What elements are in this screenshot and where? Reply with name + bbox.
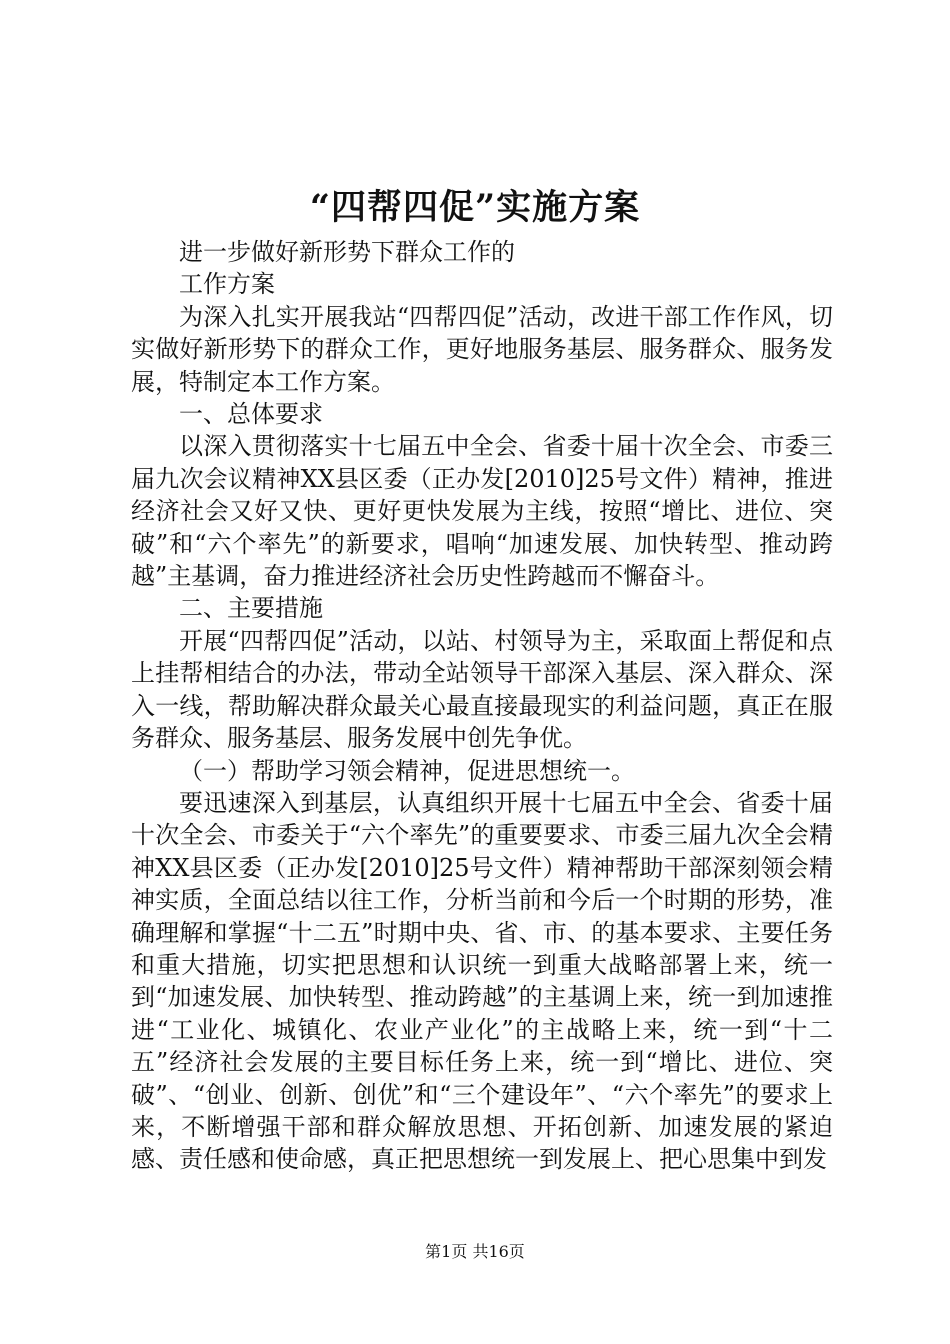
paragraph-intro: 为深入扎实开展我站“四帮四促”活动，改进干部工作作风，切实做好新形势下的群众工作，更好地服务基层、服务群众、服务发展，特制定本工作方案。 <box>131 302 833 396</box>
page-number-footer: 第1页 共16页 <box>425 1242 525 1261</box>
paragraph-subsection-1: 要迅速深入到基层，认真组织开展十七届五中全会、省委十届十次全会、市委关于“六个率先”的重要要求、市委三届九次全会精神XX县区委（正办发[2010]25号文件）精神帮助干部深刻领会精神实质，全面总结以往工作，分析当前和今后一个时期的形势，准确理解和掌握“十二五”时期中央、省、市、的基本要求、主要任务和重大措施，切实把思想和认识统一到重大战略部署上来，统一到“加速发展、加快转型、推动跨越”的主基调上来，统一到加速推进“工业化、城镇化、农业产业化”的主战略上来，统一到“十二五”经济社会发展的主要目标任务上来，统一到“增比、进位、突破”、“创业、创新、创优”和“三个建设年”、“六个率先”的要求上来，不断增强干部和群众解放思想、开拓创新、加速发展的紧迫感、责任感和使命感，真正把思想统一到发展上、把心思集中到发 <box>131 788 833 1174</box>
paragraph-subtitle-line-2: 工作方案 <box>179 270 275 299</box>
paragraph-subtitle-line-1: 进一步做好新形势下群众工作的 <box>179 238 515 266</box>
section-heading-general-requirements: 一、总体要求 <box>179 400 323 429</box>
section-heading-main-measures: 二、主要措施 <box>179 594 323 623</box>
paragraph-general-requirements: 以深入贯彻落实十七届五中全会、省委十届十次全会、市委三届九次会议精神XX县区委（正办发[2010]25号文件）精神，推进经济社会又好又快、更好更快发展为主线，按照“增比、进位、突破”和“六个率先”的新要求，唱响“加速发展、加快转型、推动跨越”主基调，奋力推进经济社会历史性跨越而不懈奋斗。 <box>131 432 833 591</box>
document-body <box>131 236 833 1176</box>
paragraph-main-measures: 开展“四帮四促”活动，以站、村领导为主，采取面上帮促和点上挂帮相结合的办法，带动全站领导干部深入基层、深入群众、深入一线，帮助解决群众最关心最直接最现实的利益问题，真正在服务群众、服务基层、服务发展中创先争优。 <box>131 626 833 753</box>
subsection-heading-1: （一）帮助学习领会精神，促进思想统一。 <box>179 756 635 785</box>
document-title: “四帮四促”实施方案 <box>309 187 641 228</box>
